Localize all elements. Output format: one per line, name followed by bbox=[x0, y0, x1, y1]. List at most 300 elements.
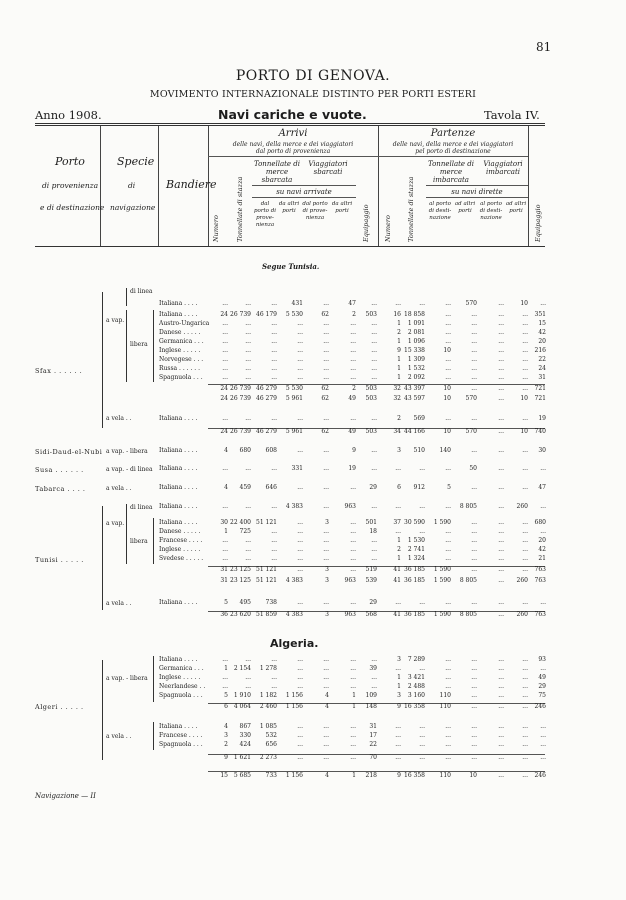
table-cell: ... bbox=[271, 503, 277, 510]
table-cell: ... bbox=[498, 519, 504, 526]
table-cell: ... bbox=[522, 537, 528, 544]
row-bandiera: Italiana . . . . bbox=[159, 519, 198, 526]
table-cell: ... bbox=[445, 338, 451, 345]
table-cell: ... bbox=[419, 300, 425, 307]
table-cell: 1 096 bbox=[407, 338, 425, 345]
table-cell: 110 bbox=[439, 772, 451, 779]
table-cell: 37 bbox=[393, 519, 401, 526]
table-cell: ... bbox=[222, 537, 228, 544]
table-cell: ... bbox=[498, 674, 504, 681]
table-cell: ... bbox=[271, 329, 277, 336]
partenze-rule-2 bbox=[426, 185, 528, 186]
table-cell: ... bbox=[445, 723, 451, 730]
table-cell: ... bbox=[245, 555, 251, 562]
table-cell: 44 166 bbox=[404, 428, 425, 435]
table-cell: 1 278 bbox=[259, 665, 277, 672]
brace bbox=[153, 310, 154, 382]
row-bandiera: Inglese . . . . . bbox=[159, 674, 201, 681]
table-cell: ... bbox=[471, 374, 477, 381]
table-cell: 1 bbox=[352, 772, 356, 779]
partenze-rule bbox=[378, 156, 528, 157]
table-cell: ... bbox=[419, 599, 425, 606]
table-cell: 29 bbox=[369, 484, 377, 491]
table-cell: ... bbox=[350, 754, 356, 761]
table-cell: 8 805 bbox=[459, 611, 477, 618]
table-cell: ... bbox=[498, 385, 504, 392]
table-cell: 3 bbox=[397, 692, 401, 699]
col-sep bbox=[100, 126, 101, 246]
table-cell: ... bbox=[371, 555, 377, 562]
table-cell: ... bbox=[419, 732, 425, 739]
table-cell: 148 bbox=[365, 703, 377, 710]
header-porto: Porto bbox=[55, 155, 85, 168]
section-tunisia: Segue Tunisia. bbox=[262, 262, 320, 271]
row-bandiera: Italiana . . . . bbox=[159, 723, 198, 730]
table-cell: ... bbox=[271, 374, 277, 381]
table-cell: 569 bbox=[413, 415, 425, 422]
table-cell: ... bbox=[371, 347, 377, 354]
table-cell: 9 bbox=[397, 347, 401, 354]
table-cell: ... bbox=[498, 374, 504, 381]
table-cell: ... bbox=[498, 546, 504, 553]
table-cell: 4 383 bbox=[285, 577, 303, 584]
row-bandiera: Norvegese . . . bbox=[159, 356, 204, 363]
specie-a-vap-tunisi: a vap. bbox=[106, 520, 125, 527]
table-cell: 109 bbox=[365, 692, 377, 699]
table-cell: 19 bbox=[348, 465, 356, 472]
table-cell: 501 bbox=[365, 519, 377, 526]
table-cell: 9 bbox=[352, 447, 356, 454]
table-cell: 740 bbox=[534, 428, 546, 435]
table-cell: 4 bbox=[325, 692, 329, 699]
table-cell: ... bbox=[522, 347, 528, 354]
table-cell: ... bbox=[498, 732, 504, 739]
header-numero-p: Numero bbox=[384, 215, 392, 242]
table-cell: ... bbox=[350, 599, 356, 606]
table-cell: ... bbox=[498, 503, 504, 510]
table-cell: ... bbox=[498, 311, 504, 318]
table-cell: ... bbox=[498, 665, 504, 672]
table-cell: ... bbox=[498, 577, 504, 584]
row-bandiera: Italiana . . . . bbox=[159, 484, 198, 491]
table-cell: ... bbox=[371, 374, 377, 381]
row-bandiera: Inglese . . . . . bbox=[159, 347, 201, 354]
table-cell: ... bbox=[471, 656, 477, 663]
table-cell: ... bbox=[471, 537, 477, 544]
table-cell: 20 bbox=[538, 537, 546, 544]
table-cell: ... bbox=[222, 338, 228, 345]
table-cell: ... bbox=[323, 555, 329, 562]
table-cell: 4 bbox=[224, 447, 228, 454]
table-cell: ... bbox=[245, 320, 251, 327]
table-cell: ... bbox=[471, 732, 477, 739]
table-cell: 24 bbox=[220, 385, 228, 392]
table-cell: ... bbox=[540, 599, 546, 606]
table-cell: ... bbox=[522, 723, 528, 730]
table-cell: 15 338 bbox=[404, 347, 425, 354]
table-cell: 1 309 bbox=[407, 356, 425, 363]
header-bandiere: Bandiere bbox=[166, 178, 217, 191]
table-cell: ... bbox=[297, 329, 303, 336]
table-cell: ... bbox=[323, 503, 329, 510]
table-cell: 51 121 bbox=[256, 566, 277, 573]
port-sidi: Sidi-Daud-el-Nubi bbox=[35, 448, 103, 456]
table-cell: ... bbox=[271, 674, 277, 681]
table-cell: 5 961 bbox=[285, 395, 303, 402]
table-cell: ... bbox=[245, 329, 251, 336]
table-cell: 51 121 bbox=[256, 519, 277, 526]
table-cell: 646 bbox=[265, 484, 277, 491]
table-cell: ... bbox=[222, 347, 228, 354]
table-cell: 1 324 bbox=[407, 555, 425, 562]
brace bbox=[126, 504, 127, 564]
table-cell: 1 bbox=[397, 537, 401, 544]
table-cell: 4 bbox=[325, 703, 329, 710]
table-cell: 1 bbox=[397, 365, 401, 372]
table-cell: 680 bbox=[239, 447, 251, 454]
table-cell: ... bbox=[471, 347, 477, 354]
table-cell: 1 621 bbox=[233, 754, 251, 761]
header-di: di bbox=[128, 181, 136, 190]
table-cell: ... bbox=[498, 395, 504, 402]
table-cell: ... bbox=[245, 356, 251, 363]
table-cell: ... bbox=[471, 599, 477, 606]
table-cell: ... bbox=[471, 365, 477, 372]
table-cell: 260 bbox=[516, 503, 528, 510]
table-cell: ... bbox=[419, 665, 425, 672]
table-cell: 8 805 bbox=[459, 503, 477, 510]
table-cell: ... bbox=[445, 665, 451, 672]
section-algeria: Algeria. bbox=[270, 637, 319, 650]
table-cell: ... bbox=[471, 311, 477, 318]
table-cell: ... bbox=[323, 537, 329, 544]
table-cell: ... bbox=[323, 465, 329, 472]
table-cell: 3 bbox=[325, 566, 329, 573]
table-cell: ... bbox=[445, 732, 451, 739]
table-cell: 23 125 bbox=[230, 566, 251, 573]
row-bandiera: Italiana . . . . bbox=[159, 415, 198, 422]
table-cell: 2 bbox=[397, 415, 401, 422]
table-cell: ... bbox=[371, 329, 377, 336]
table-cell: ... bbox=[350, 528, 356, 535]
table-cell: ... bbox=[445, 741, 451, 748]
table-cell: 10 bbox=[520, 300, 528, 307]
table-cell: ... bbox=[522, 732, 528, 739]
table-cell: ... bbox=[445, 465, 451, 472]
table-cell: ... bbox=[522, 665, 528, 672]
specie-vela-tunisi: a vela . . bbox=[106, 600, 132, 607]
table-cell: ... bbox=[540, 300, 546, 307]
table-cell: ... bbox=[445, 537, 451, 544]
table-cell: ... bbox=[350, 683, 356, 690]
table-cell: 93 bbox=[538, 656, 546, 663]
table-cell: ... bbox=[498, 611, 504, 618]
table-cell: 10 bbox=[520, 428, 528, 435]
table-cell: 260 bbox=[516, 611, 528, 618]
table-cell: 2 bbox=[397, 546, 401, 553]
table-cell: ... bbox=[350, 732, 356, 739]
header-dal-porto: dal porto di prove-nienza bbox=[254, 201, 277, 228]
table-cell: ... bbox=[323, 374, 329, 381]
table-cell: 1 590 bbox=[433, 566, 451, 573]
table-cell: 503 bbox=[365, 311, 377, 318]
table-cell: 3 bbox=[397, 656, 401, 663]
row-bandiera: Spagnuola . . . bbox=[159, 741, 203, 748]
table-cell: ... bbox=[498, 347, 504, 354]
table-cell: ... bbox=[245, 365, 251, 372]
table-title: Navi cariche e vuote. bbox=[218, 107, 367, 122]
row-bandiera: Germanica . . . bbox=[159, 665, 204, 672]
table-cell: 216 bbox=[534, 347, 546, 354]
table-cell: 763 bbox=[534, 566, 546, 573]
table-cell: ... bbox=[395, 528, 401, 535]
table-cell: 570 bbox=[465, 300, 477, 307]
table-cell: ... bbox=[522, 465, 528, 472]
table-cell: 41 bbox=[393, 577, 401, 584]
table-cell: ... bbox=[297, 528, 303, 535]
table-cell: ... bbox=[245, 347, 251, 354]
table-cell: 503 bbox=[365, 385, 377, 392]
table-cell: ... bbox=[522, 566, 528, 573]
table-cell: ... bbox=[245, 683, 251, 690]
table-cell: ... bbox=[222, 356, 228, 363]
table-cell: 42 bbox=[538, 546, 546, 553]
table-cell: 1 182 bbox=[259, 692, 277, 699]
table-cell: 51 859 bbox=[256, 611, 277, 618]
table-cell: ... bbox=[522, 741, 528, 748]
table-cell: 503 bbox=[365, 395, 377, 402]
table-cell: 503 bbox=[365, 428, 377, 435]
table-cell: ... bbox=[222, 365, 228, 372]
table-cell: ... bbox=[522, 683, 528, 690]
table-cell: ... bbox=[498, 415, 504, 422]
header-arrivi-sub1: delle navi, della merce e dei viaggiatori bbox=[232, 141, 354, 148]
table-cell: ... bbox=[222, 683, 228, 690]
table-cell: 10 bbox=[443, 428, 451, 435]
table-cell: ... bbox=[222, 320, 228, 327]
table-cell: 1 bbox=[397, 356, 401, 363]
table-cell: 867 bbox=[239, 723, 251, 730]
table-cell: ... bbox=[445, 329, 451, 336]
row-bandiera: Germanica . . . bbox=[159, 338, 204, 345]
table-cell: ... bbox=[471, 546, 477, 553]
table-cell: ... bbox=[395, 732, 401, 739]
table-cell: 70 bbox=[369, 754, 377, 761]
brace bbox=[102, 292, 103, 428]
table-cell: ... bbox=[395, 300, 401, 307]
table-cell: ... bbox=[297, 546, 303, 553]
table-cell: ... bbox=[323, 320, 329, 327]
table-cell: 7 289 bbox=[407, 656, 425, 663]
table-cell: ... bbox=[350, 566, 356, 573]
table-cell: ... bbox=[445, 555, 451, 562]
header-provenienza: di provenienza bbox=[42, 181, 99, 190]
row-bandiera: Danese . . . . . bbox=[159, 329, 201, 336]
table-cell: ... bbox=[371, 656, 377, 663]
specie-vap-libera-algeri: a vap. - libera bbox=[106, 675, 148, 682]
table-cell: 31 bbox=[220, 577, 228, 584]
table-cell: ... bbox=[445, 311, 451, 318]
table-cell: 2 bbox=[352, 311, 356, 318]
table-cell: ... bbox=[245, 338, 251, 345]
table-cell: 26 739 bbox=[230, 395, 251, 402]
table-cell: ... bbox=[445, 656, 451, 663]
table-cell: ... bbox=[522, 329, 528, 336]
table-cell: ... bbox=[445, 599, 451, 606]
table-cell: 1 bbox=[352, 703, 356, 710]
table-cell: ... bbox=[350, 365, 356, 372]
table-cell: ... bbox=[245, 546, 251, 553]
table-cell: ... bbox=[323, 415, 329, 422]
row-bandiera: Spagnuola . . . bbox=[159, 374, 203, 381]
header-partenze: Partenze bbox=[430, 128, 476, 139]
table-cell: 20 bbox=[538, 338, 546, 345]
table-cell: 30 590 bbox=[404, 519, 425, 526]
table-cell: 4 064 bbox=[233, 703, 251, 710]
page-subtitle: MOVIMENTO INTERNAZIONALE DISTINTO PER PORTI ESTERI bbox=[149, 89, 477, 100]
table-cell: ... bbox=[350, 665, 356, 672]
arrivi-rule-2 bbox=[252, 185, 356, 186]
header-partenze-sub2: pel porto di destinazione bbox=[415, 148, 491, 155]
table-cell: ... bbox=[323, 329, 329, 336]
table-cell: ... bbox=[350, 347, 356, 354]
table-cell: ... bbox=[498, 555, 504, 562]
table-cell: ... bbox=[297, 356, 303, 363]
table-cell: ... bbox=[371, 320, 377, 327]
table-cell: 47 bbox=[538, 484, 546, 491]
table-cell: 721 bbox=[534, 385, 546, 392]
col-sep bbox=[158, 126, 159, 246]
table-cell: ... bbox=[471, 415, 477, 422]
table-cell: ... bbox=[323, 599, 329, 606]
header-stazza-p: Tonnellate di stazza bbox=[407, 176, 415, 242]
table-cell: ... bbox=[350, 519, 356, 526]
table-cell: ... bbox=[297, 519, 303, 526]
table-cell: 3 bbox=[325, 611, 329, 618]
table-cell: ... bbox=[540, 465, 546, 472]
table-cell: ... bbox=[419, 741, 425, 748]
table-cell: 31 bbox=[220, 566, 228, 573]
table-cell: ... bbox=[471, 555, 477, 562]
table-cell: ... bbox=[471, 723, 477, 730]
year-label: Anno 1908. bbox=[35, 108, 102, 122]
table-cell: 1 bbox=[352, 692, 356, 699]
table-cell: 2 092 bbox=[407, 374, 425, 381]
table-cell: ... bbox=[350, 356, 356, 363]
table-cell: 31 bbox=[369, 723, 377, 730]
table-cell: ... bbox=[498, 599, 504, 606]
table-cell: 50 bbox=[469, 465, 477, 472]
row-bandiera: Italiana . . . . bbox=[159, 311, 198, 318]
row-bandiera: Danese . . . . . bbox=[159, 528, 201, 535]
specie-vap-libera-sidi: a vap. - libera bbox=[106, 448, 148, 455]
table-cell: 4 bbox=[224, 723, 228, 730]
table-cell: 5 bbox=[447, 484, 451, 491]
table-cell: ... bbox=[445, 683, 451, 690]
page-number: 81 bbox=[536, 40, 552, 54]
table-cell: 36 185 bbox=[404, 611, 425, 618]
table-cell: ... bbox=[323, 741, 329, 748]
table-cell: ... bbox=[323, 665, 329, 672]
brace bbox=[153, 722, 154, 750]
table-cell: 5 bbox=[224, 599, 228, 606]
table-cell: ... bbox=[297, 365, 303, 372]
header-bottom-rule bbox=[35, 246, 545, 247]
footer: Navigazione — II bbox=[35, 792, 96, 800]
table-cell: 49 bbox=[348, 395, 356, 402]
table-cell: ... bbox=[271, 300, 277, 307]
header-viagg-imbarcati: Viaggiatori imbarcati bbox=[483, 160, 523, 176]
table-cell: 5 530 bbox=[285, 385, 303, 392]
table-cell: ... bbox=[471, 385, 477, 392]
table-cell: ... bbox=[245, 465, 251, 472]
table-cell: 1 bbox=[224, 665, 228, 672]
table-cell: ... bbox=[297, 683, 303, 690]
row-bandiera: Italiana . . . . bbox=[159, 656, 198, 663]
table-cell: ... bbox=[222, 300, 228, 307]
table-cell: 23 125 bbox=[230, 577, 251, 584]
table-cell: 6 bbox=[224, 703, 228, 710]
table-cell: ... bbox=[471, 329, 477, 336]
table-cell: ... bbox=[271, 338, 277, 345]
table-cell: ... bbox=[498, 320, 504, 327]
table-cell: 1 156 bbox=[285, 703, 303, 710]
table-cell: 3 421 bbox=[407, 674, 425, 681]
table-cell: ... bbox=[323, 528, 329, 535]
table-cell: ... bbox=[297, 741, 303, 748]
table-cell: 24 bbox=[220, 395, 228, 402]
table-cell: 495 bbox=[239, 599, 251, 606]
table-cell: 2 741 bbox=[407, 546, 425, 553]
table-cell: 1 530 bbox=[407, 537, 425, 544]
header-destinazione: e di destinazione bbox=[40, 203, 105, 212]
table-cell: ... bbox=[371, 356, 377, 363]
table-cell: 9 bbox=[397, 703, 401, 710]
table-cell: 110 bbox=[439, 703, 451, 710]
table-cell: ... bbox=[395, 665, 401, 672]
table-cell: 49 bbox=[538, 674, 546, 681]
header-viagg-sbarcati: Viaggiatori sbarcati bbox=[308, 160, 348, 176]
table-cell: ... bbox=[371, 338, 377, 345]
table-cell: 459 bbox=[239, 484, 251, 491]
table-cell: ... bbox=[297, 555, 303, 562]
table-cell: 29 bbox=[538, 683, 546, 690]
table-cell: ... bbox=[540, 732, 546, 739]
table-label: Tavola IV. bbox=[484, 108, 540, 122]
table-cell: 431 bbox=[291, 300, 303, 307]
table-cell: 2 273 bbox=[259, 754, 277, 761]
specie-vap-linea-susa: a vap. - di linea bbox=[106, 466, 153, 473]
table-cell: ... bbox=[471, 447, 477, 454]
table-cell: ... bbox=[271, 465, 277, 472]
table-cell: ... bbox=[245, 415, 251, 422]
table-cell: ... bbox=[297, 754, 303, 761]
table-cell: 721 bbox=[534, 395, 546, 402]
table-cell: ... bbox=[522, 599, 528, 606]
table-cell: ... bbox=[222, 415, 228, 422]
table-cell: 43 597 bbox=[404, 395, 425, 402]
table-cell: ... bbox=[271, 656, 277, 663]
table-cell: ... bbox=[271, 546, 277, 553]
table-cell: 608 bbox=[265, 447, 277, 454]
table-cell: 2 bbox=[224, 741, 228, 748]
table-cell: 49 bbox=[348, 428, 356, 435]
table-cell: 36 185 bbox=[404, 577, 425, 584]
table-cell: ... bbox=[350, 374, 356, 381]
table-cell: 1 590 bbox=[433, 577, 451, 584]
table-cell: ... bbox=[323, 300, 329, 307]
table-cell: 32 bbox=[393, 395, 401, 402]
